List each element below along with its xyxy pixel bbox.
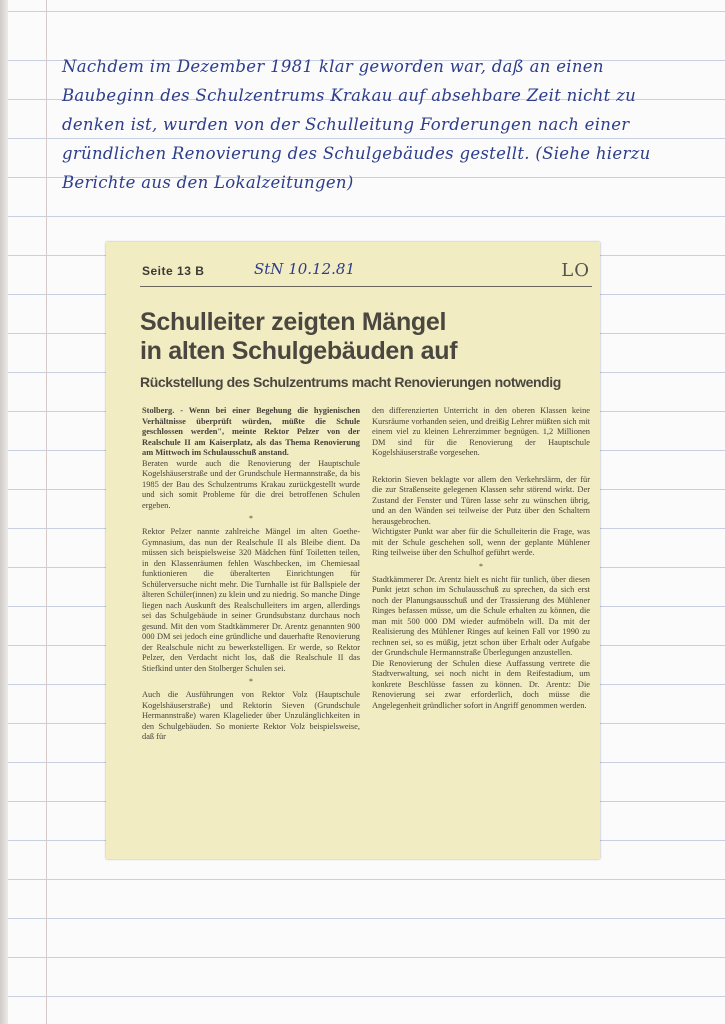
article-paragraph: Die Renovierung der Schulen diese Auffassung vertrete die Stadtverwaltung, sei noch nicht in dem Reifestadium, um konkrete Beschlüsse fassen zu können. Dr. Arentz: Die Renovierung sei zwar erforderlich, doch müsse die Angelegenheit gründlicher sofort in Angriff genommen werden. bbox=[372, 658, 590, 710]
section-separator: * bbox=[249, 677, 253, 686]
newspaper-clipping bbox=[106, 242, 600, 859]
section-separator: * bbox=[249, 514, 253, 523]
handwritten-date-note: StN 10.12.81 bbox=[254, 260, 355, 278]
clipping-header bbox=[142, 260, 592, 284]
article-headline bbox=[140, 308, 590, 366]
margin-line bbox=[46, 0, 47, 1024]
article-subheadline: Rückstellung des Schulzentrums macht Renovierungen notwendig bbox=[140, 374, 561, 390]
article-paragraph: Wichtigster Punkt war aber für die Schulleiterin die Frage, was mit der Schule geschehen soll, wenn der geplante Mühlener Ring teilweise über den Schulhof geführt werde. bbox=[372, 527, 590, 557]
article-paragraph: Beraten wurde auch die Renovierung der Hauptschule Kogelshäuserstraße und der Grundschule Hermannstraße, da bis 1985 der Bau des Schulzentrums Krakau zurückgestellt wurde und sich somit Probleme für die drei betroffenen Schulen ergeben. bbox=[142, 458, 360, 510]
article-paragraph: Auch die Ausführungen von Rektor Volz (Hauptschule Kogelshäuserstraße) und Rektorin Sieven (Grundschule Hermannstraße) waren Klagelieder über Unzulänglichkeiten in den Schulgebäuden. So monierte Rektor Volz beispielsweise, daß für bbox=[142, 690, 360, 741]
article-paragraph: den differenzierten Unterricht in den oberen Klassen keine Kursräume vorhanden seien, und dreißig Lehrer müßten sich mit einem viel zu kleinen Lehrerzimmer begnügen. 1,2 Millionen DM sind für die Renovierung der Hauptschule Kogelshäuserstraße vorgesehen. bbox=[372, 406, 590, 457]
section-separator: * bbox=[479, 561, 483, 571]
article-paragraph: Rektor Pelzer nannte zahlreiche Mängel im alten Goethe-Gymnasium, das nun der Realschule II als Bleibe dient. Da müssen sich beispielsweise 320 Mädchen fünf Toiletten teilen, in den Klassenräumen fehlen Waschbecken, im Chemiesaal funktionieren die überalterten Einrichtungen für Schülerversuche nicht mehr. Die Turnhalle ist für Ballspiele der älteren Schüler(innen) zu klein und zu niedrig. So manche Dinge liegen nach Auskunft des Realschulleiters im argen, allerdings sei das Schulgebäude in seiner Grundsubstanz durchaus noch gesund. Mit den vom Stadtkämmerer Dr. Arentz genannten 900 000 DM sei jedoch eine gründliche und dauerhafte Renovierung der Realschule nicht zu bewerkstelligen. Er werde, so Rektor Pelzer, den Verdacht nicht los, daß die Realschule II das Stiefkind unter den Stolberger Schulen sei. bbox=[142, 527, 360, 673]
article-paragraph: Rektorin Sieven beklagte vor allem den Verkehrslärm, der für die zur Straßenseite gelegenen Klassen sehr störend wirkt. Der Zustand der Fenster und Türen lasse sehr zu wünschen übrig, und an den Wänden sei teilweise der Putz über den Schaltern herausgebrochen. bbox=[372, 474, 590, 526]
newspaper-section-code: LO bbox=[561, 260, 590, 281]
article-paragraph: Stolberg. - Wenn bei einer Begehung die hygienischen Verhältnisse überprüft würden, müßte die Schule geschlossen werden", meinte Rektor Pelzer von der Realschule II am Kaiserplatz, als das Thema Renovierung am Mittwoch im Schulausschuß anstand. bbox=[142, 406, 360, 457]
article-paragraph: Stadtkämmerer Dr. Arentz hielt es nicht für tunlich, über diesen Punkt jetzt schon im Schulausschuß zu sprechen, da sich erst noch der Planungsausschuß und der Trassierung des Mühlener Ringes befassen müsse, um die Schule erhalten zu können, die man mit 500 000 DM wieder aufmöbeln will. Da mit der Realisierung des Mühlener Ringes auf keinen Fall vor 1990 zu rechnen sei, so es müßig, jetzt schon über Erhalt oder Aufgabe der Grundschule Hermannstraße Überlegungen anzustellen. bbox=[372, 574, 590, 657]
handwritten-note: Nachdem im Dezember 1981 klar geworden war, daß an einen Baubeginn des Schulzentrums Krakau auf absehbare Zeit nicht zu denken ist, wurden von der Schulleitung Forderungen nach einer gründlichen Renovierung des Schulgebäudes gestellt. (Siehe hierzu Berichte aus den Lokalzeitungen) bbox=[62, 57, 651, 192]
article-column-right bbox=[372, 406, 590, 846]
headline-line-1: Schulleiter zeigten Mängel bbox=[140, 308, 447, 336]
headline-line-2: in alten Schulgebäuden auf bbox=[140, 337, 458, 365]
page-binding-edge bbox=[0, 0, 8, 1024]
newspaper-page-label: Seite 13 B bbox=[142, 264, 205, 278]
header-rule bbox=[140, 286, 592, 287]
article-column-left bbox=[142, 406, 360, 846]
